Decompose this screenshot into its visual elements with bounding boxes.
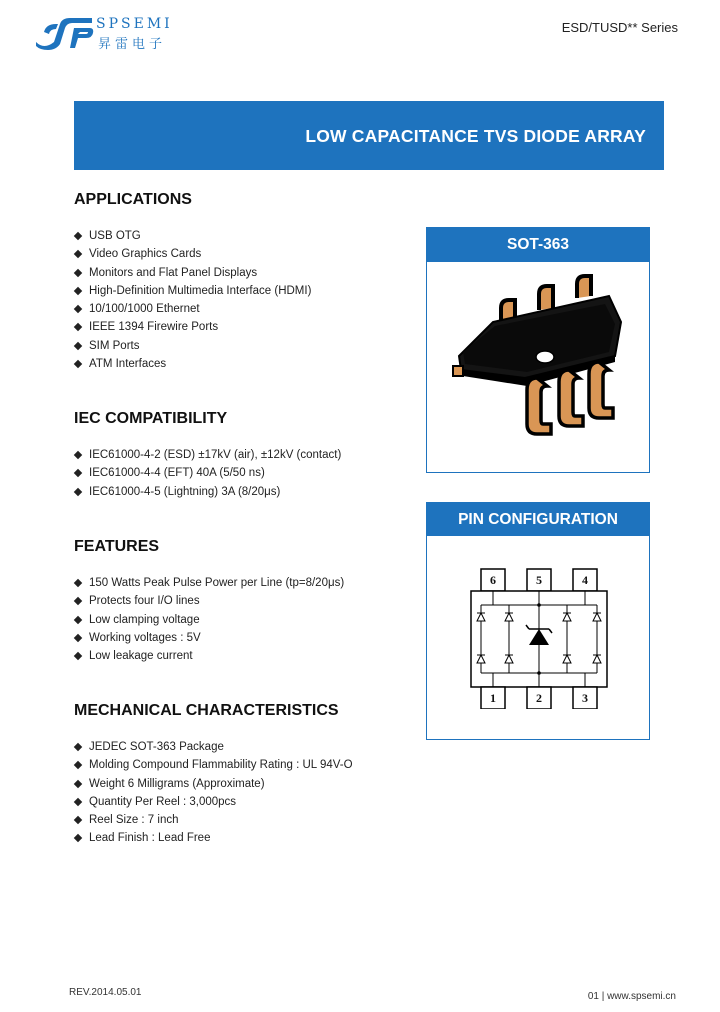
list-item: 10/100/1000 Ethernet <box>74 300 311 318</box>
list-item: Reel Size : 7 inch <box>74 811 353 829</box>
pin-label-6: 6 <box>490 573 496 587</box>
list-item: Working voltages : 5V <box>74 629 344 647</box>
package-box-title: SOT-363 <box>427 228 649 262</box>
features-list <box>74 574 344 665</box>
logo-wordmark: SPSEMI <box>96 16 173 32</box>
pin-configuration-box <box>426 502 650 740</box>
pin-configuration-diagram <box>467 531 609 709</box>
list-item: IEC61000-4-2 (ESD) ±17kV (air), ±12kV (contact) <box>74 446 341 464</box>
list-item: IEC61000-4-5 (Lightning) 3A (8/20μs) <box>74 483 341 501</box>
list-item: IEC61000-4-4 (EFT) 40A (5/50 ns) <box>74 464 341 482</box>
list-item: Low clamping voltage <box>74 611 344 629</box>
logo-chinese-name: 昇雷电子 <box>98 36 167 51</box>
features-heading: FEATURES <box>74 538 160 555</box>
list-item: Protects four I/O lines <box>74 592 344 610</box>
sot363-package-illustration <box>449 274 629 454</box>
mechanical-list <box>74 738 353 848</box>
list-item: JEDEC SOT-363 Package <box>74 738 353 756</box>
document-title: LOW CAPACITANCE TVS DIODE ARRAY <box>305 126 646 146</box>
package-box <box>426 227 650 473</box>
list-item: Lead Finish : Lead Free <box>74 829 353 847</box>
list-item: ATM Interfaces <box>74 355 311 373</box>
iec-list <box>74 446 341 501</box>
list-item: Video Graphics Cards <box>74 245 311 263</box>
applications-heading: APPLICATIONS <box>74 191 192 208</box>
pin-configuration-title: PIN CONFIGURATION <box>427 503 649 536</box>
pin-label-5: 5 <box>536 573 542 587</box>
list-item: SIM Ports <box>74 337 311 355</box>
page-footer: 01 | www.spsemi.cn <box>587 991 676 1002</box>
pin-label-4: 4 <box>582 573 588 587</box>
list-item: Low leakage current <box>74 647 344 665</box>
list-item: USB OTG <box>74 227 311 245</box>
revision-label: REV.2014.05.01 <box>69 987 142 998</box>
list-item: Quantity Per Reel : 3,000pcs <box>74 793 353 811</box>
list-item: Monitors and Flat Panel Displays <box>74 264 311 282</box>
pin-label-3: 3 <box>582 691 588 705</box>
list-item: Weight 6 Milligrams (Approximate) <box>74 775 353 793</box>
iec-heading: IEC COMPATIBILITY <box>74 410 228 427</box>
list-item: 150 Watts Peak Pulse Power per Line (tp=8/20μs) <box>74 574 344 592</box>
list-item: IEEE 1394 Firewire Ports <box>74 318 311 336</box>
list-item: Molding Compound Flammability Rating : UL 94V-O <box>74 756 353 774</box>
applications-list <box>74 227 311 373</box>
company-logo <box>34 14 174 54</box>
mechanical-heading: MECHANICAL CHARACTERISTICS <box>74 702 339 719</box>
spsemi-logo-mark <box>34 16 94 50</box>
title-banner <box>74 101 664 170</box>
pin-label-1: 1 <box>490 691 496 705</box>
list-item: High-Definition Multimedia Interface (HDMI) <box>74 282 311 300</box>
series-label: ESD/TUSD** Series <box>561 20 678 35</box>
pin-label-2: 2 <box>536 691 542 705</box>
